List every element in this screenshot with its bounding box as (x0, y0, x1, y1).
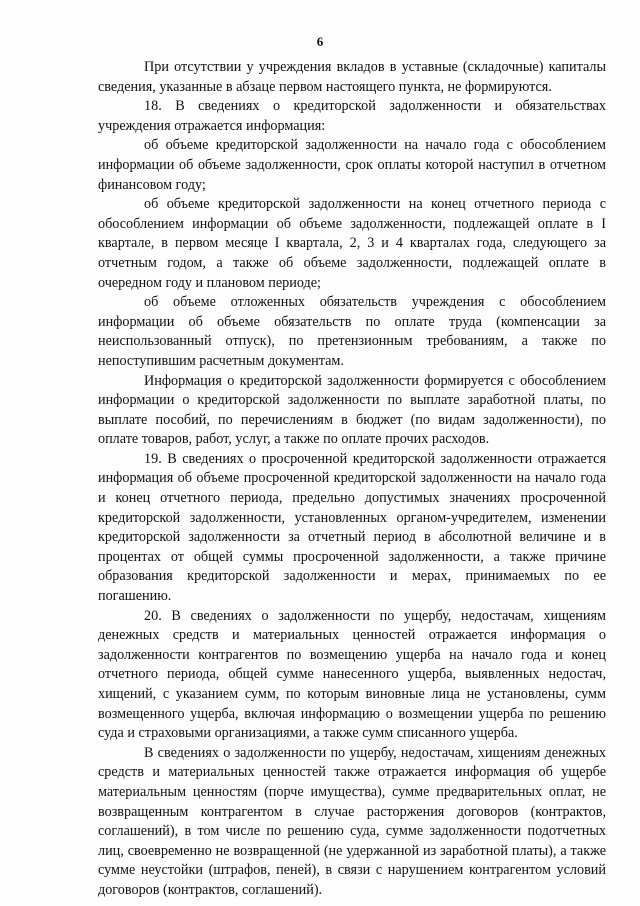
page-number: 6 (316, 34, 324, 49)
paragraph-debt-breakdown: Информация о кредиторской задолженности формируется с обособлением информации о кредиторской задолженности по выплате заработной платы, по выплате пособий, по перечислениям в бюджет (по видам задолженности), по оплате товаров, работ, услуг, а также по оплате прочих расходов. (98, 372, 606, 448)
paragraph-deferred-obligations: об объеме отложенных обязательств учреждения с обособлением информации об объеме обязательств по оплате труда (компенсации за неиспользованный отпуск), по претензионным требованиям, а также по непоступившим расчетным документам. (98, 294, 606, 369)
paragraph-item-18-intro: 18. В сведениях о кредиторской задолженности и обязательствах учреждения отражается информация: (98, 98, 606, 134)
paragraph-debt-end-of-period: об объеме кредиторской задолженности на конец отчетного периода с обособлением информации об объеме задолженности, подлежащей оплате в I квартале, в первом месяце I квартала, 2, 3 и 4 кварталах года, следующего за отчетным годом, а также об объеме задолженности, подлежащей оплате в очередном году и плановом периоде; (98, 196, 606, 291)
paragraph-item-19-overdue-debt: 19. В сведениях о просроченной кредиторской задолженности отражается информация об объеме просроченной кредиторской задолженности на начало года и конец отчетного периода, предельно допустимых значениях просроченной кредиторской задолженности, установленных органом-учредителем, изменении кредиторской задолженности за отчетный период в абсолютной величине и в процентах от общей суммы просроченной задолженности, а также причине образования кредиторской задолженности и мерах, принимаемых по ее погашению. (98, 450, 606, 605)
paragraph-capital-contributions-note: При отсутствии у учреждения вкладов в уставные (складочные) капиталы сведения, указанные в абзаце первом настоящего пункта, не формируются. (98, 59, 606, 95)
paragraph-item-20-damage-debt: 20. В сведениях о задолженности по ущербу, недостачам, хищениям денежных средств и материальных ценностей отражается информация о задолженности контрагентов по возмещению ущерба на начало года и конец отчетного периода, общей сумме нанесенного ущерба, выявленных недостач, хищений, с указанием сумм, по которым виновные лица не установлены, сумм возмещенного ущерба, включая информацию о возмещении ущерба по решению суда и страховыми организациями, а также сумм списанного ущерба. (98, 607, 606, 742)
document-body (98, 58, 606, 901)
paragraph-debt-start-of-year: об объеме кредиторской задолженности на начало года с обособлением информации об объеме задолженности, срок оплаты которой наступил в отчетном финансовом году; (98, 137, 606, 193)
paragraph-damage-additional-info: В сведениях о задолженности по ущербу, недостачам, хищениям денежных средств и материальных ценностей также отражается информация об ущербе материальным ценностям (порче имущества), сумме предварительных оплат, не возвращенным контрагентом в случае расторжения договоров (контрактов, соглашений), в том числе по решению суда, сумме задолженности подотчетных лиц, своевременно не возвращенной (не удержанной из заработной платы), а также сумме неустойки (штрафов, пеней), в связи с нарушением контрагентом условий договоров (контрактов, соглашений). (98, 744, 606, 898)
